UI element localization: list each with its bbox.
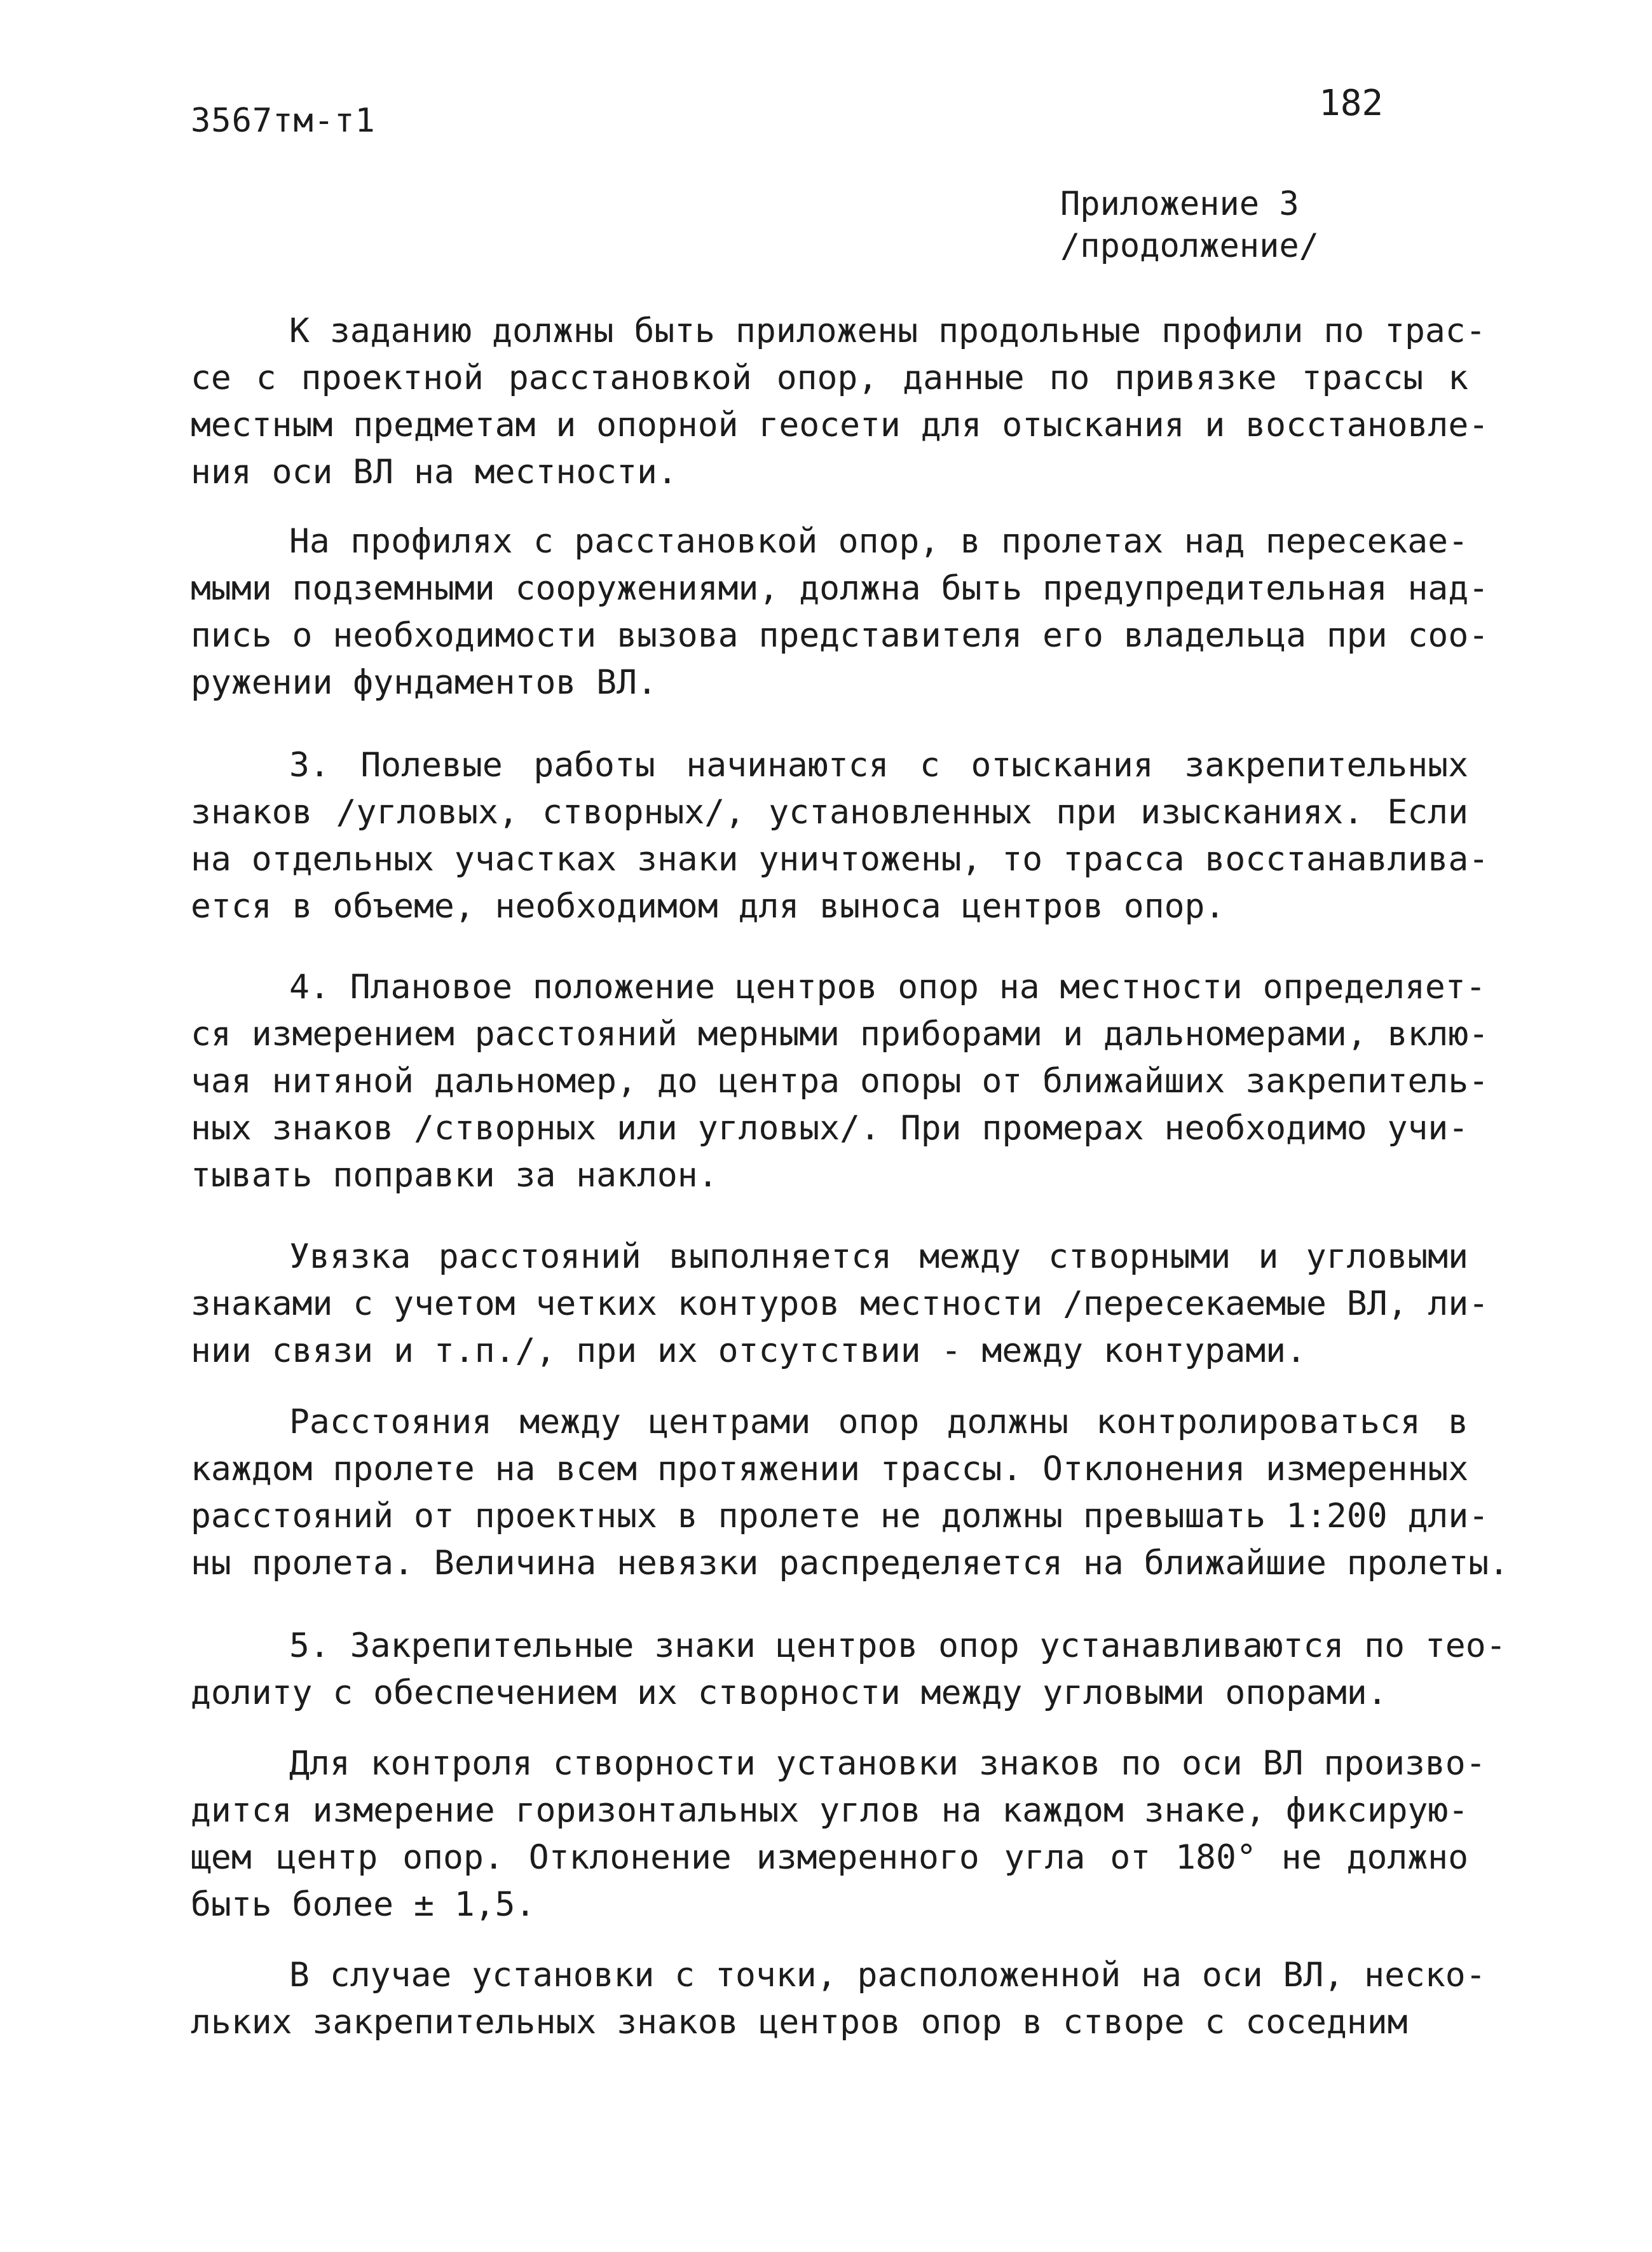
- text-line: долиту с обеспечением их створности между угловыми опорами.: [191, 1673, 1388, 1712]
- text-line: ния оси ВЛ на местности.: [191, 453, 678, 491]
- text-line: мыми подземными сооружениями, должна быть предупредительная над-: [191, 569, 1489, 608]
- text-line: Для контроля створности установки знаков по оси ВЛ произво-: [289, 1744, 1486, 1783]
- text-line: 5. Закрепительные знаки центров опор устанавливаются по тео-: [289, 1626, 1506, 1665]
- text-line: пись о необходимости вызова представителя его владельца при соо-: [191, 616, 1489, 655]
- text-line: быть более ± 1,5.: [191, 1885, 536, 1924]
- text-line: щем центр опор. Отклонение измеренного угла от 180° не должно: [191, 1838, 1468, 1877]
- text-line: 3. Полевые работы начинаются с отыскания закрепительных: [289, 746, 1468, 785]
- text-line: дится измерение горизонтальных углов на каждом знаке, фиксирую-: [191, 1791, 1469, 1830]
- paragraph: [191, 1623, 1506, 1717]
- paragraph: [191, 964, 1489, 1199]
- text-line: на отдельных участках знаки уничтожены, то трасса восстанавлива-: [191, 840, 1489, 879]
- text-line: ется в объеме, необходимом для выноса центров опор.: [191, 887, 1225, 926]
- paragraph: [191, 1740, 1486, 1928]
- paragraph: [191, 1952, 1486, 2046]
- text-line: местным предметам и опорной геосети для отыскания и восстановле-: [191, 406, 1489, 444]
- text-line: нии связи и т.п./, при их отсутствии - между контурами.: [191, 1331, 1306, 1370]
- text-line: чая нитяной дальномер, до центра опоры от ближайших закрепитель-: [191, 1062, 1489, 1101]
- document-code: 3567тм-т1: [191, 102, 376, 140]
- text-line: К заданию должны быть приложены продольные профили по трас-: [289, 312, 1486, 350]
- paragraph: [191, 1399, 1510, 1587]
- page-number: 182: [1319, 83, 1384, 124]
- text-line: На профилях с расстановкой опор, в пролетах над пересекае-: [289, 522, 1468, 561]
- text-line: тывать поправки за наклон.: [191, 1156, 718, 1195]
- text-line: ся измерением расстояний мерными приборами и дальномерами, вклю-: [191, 1015, 1489, 1054]
- appendix-title: Приложение 3: [1060, 185, 1299, 223]
- appendix-label: [1060, 183, 1319, 267]
- text-line: льких закрепительных знаков центров опор в створе с соседним: [191, 2003, 1408, 2042]
- text-line: расстояний от проектных в пролете не должны превышать 1:200 дли-: [191, 1497, 1489, 1535]
- paragraph: [191, 308, 1489, 496]
- text-line: В случае установки с точки, расположенной на оси ВЛ, неско-: [289, 1956, 1486, 1995]
- text-line: 4. Плановое положение центров опор на местности определяет-: [289, 968, 1486, 1006]
- text-line: Увязка расстояний выполняется между створными и угловыми: [289, 1237, 1468, 1276]
- text-line: Расстояния между центрами опор должны контролироваться в: [289, 1403, 1468, 1441]
- paragraph: [191, 742, 1489, 930]
- text-line: каждом пролете на всем протяжении трассы. Отклонения измеренных: [191, 1450, 1469, 1488]
- text-line: се с проектной расстановкой опор, данные по привязке трассы к: [191, 359, 1468, 397]
- text-line: знаков /угловых, створных/, установленных при изысканиях. Если: [191, 793, 1468, 832]
- appendix-continuation: /продолжение/: [1060, 227, 1319, 265]
- text-line: знаками с учетом четких контуров местности /пересекаемые ВЛ, ли-: [191, 1284, 1489, 1323]
- text-line: ны пролета. Величина невязки распределяется на ближайшие пролеты.: [191, 1544, 1510, 1583]
- text-line: ных знаков /створных или угловых/. При промерах необходимо учи-: [191, 1109, 1469, 1148]
- paragraph: [191, 1233, 1489, 1375]
- paragraph: [191, 518, 1489, 706]
- text-line: ружении фундаментов ВЛ.: [191, 663, 657, 702]
